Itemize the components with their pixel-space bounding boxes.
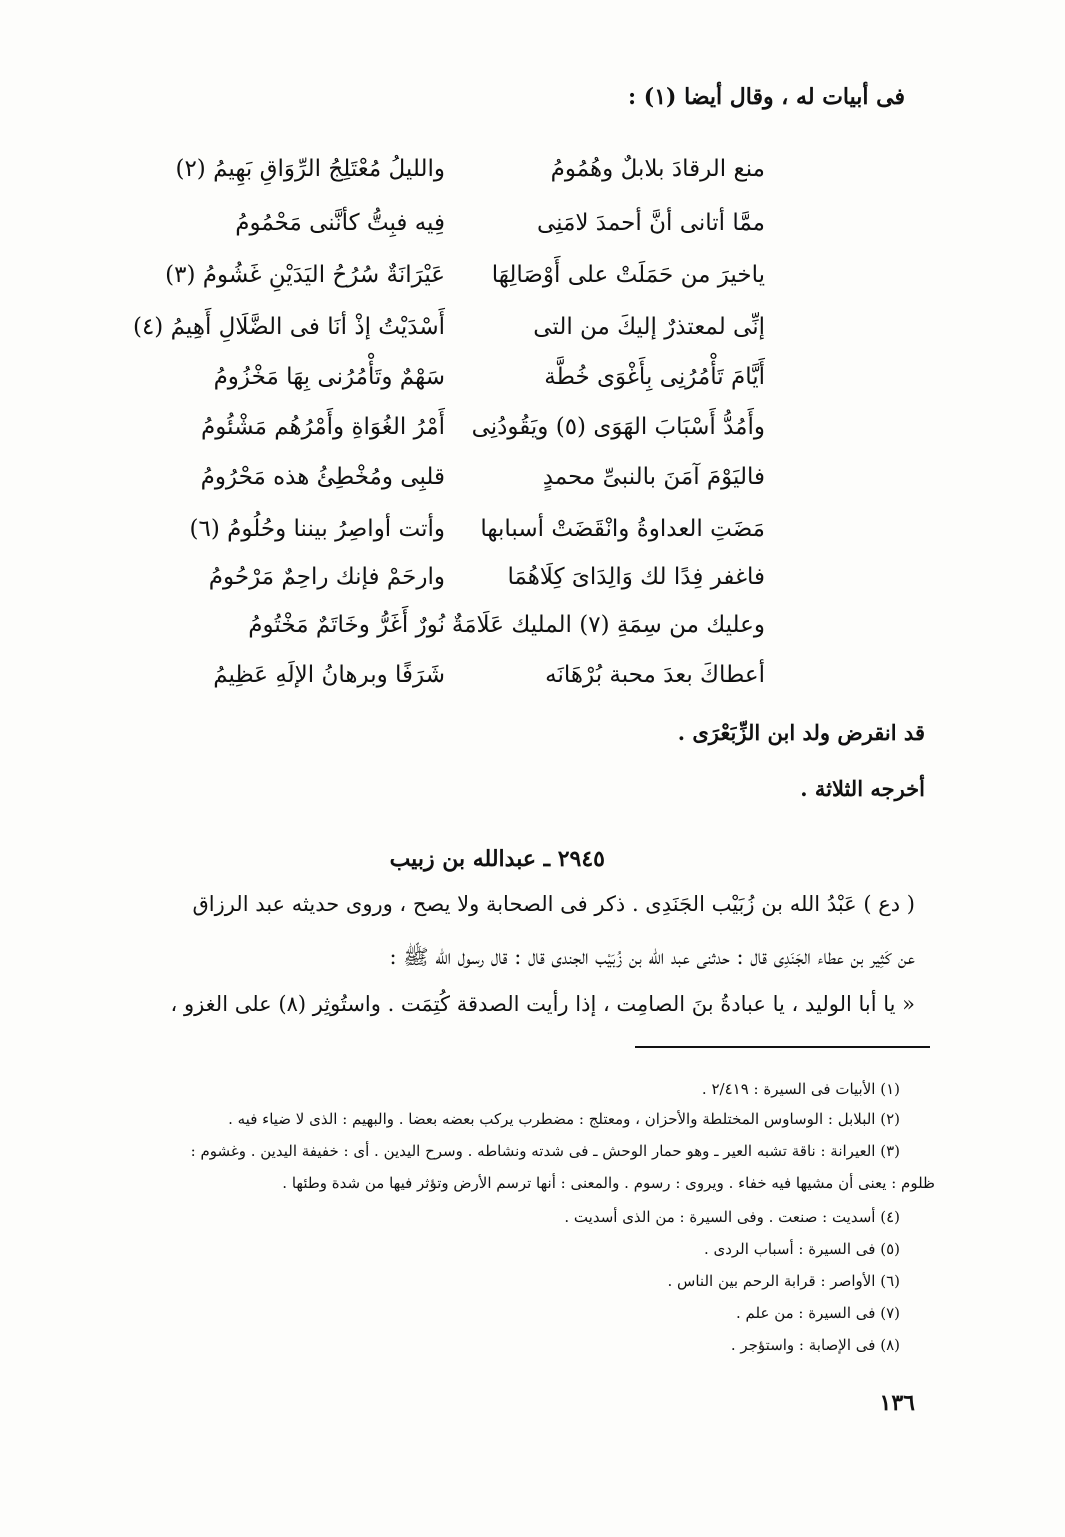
first-hemistich: أَيَّامَ تَأْمُرُنِى بِأَغْوَى خُطَّة xyxy=(544,364,765,390)
first-hemistich: ممَّا أتانى أنَّ أحمدَ لامَنِى xyxy=(536,210,765,236)
note-line: أخرجه الثلاثة . xyxy=(800,776,925,801)
verse-line xyxy=(0,516,1065,556)
footnote-divider xyxy=(635,1046,930,1048)
second-hemistich: وأتت أواصِرُ بيننا وحُلُومُ (٦) xyxy=(189,516,445,542)
second-hemistich: قلبِى ومُخْطِئُ هذه مَحْرُومُ xyxy=(200,464,445,490)
footnote: (٨) فى الإصابة : واستؤجر . xyxy=(730,1336,900,1354)
verse-line xyxy=(0,612,1065,652)
first-hemistich: فاغفر فِدًا لك وَالِدَاىَ كِلَاهُمَا xyxy=(507,564,765,590)
first-hemistich: مَضَتِ العداوةُ وانْقَضَتْ أسبابها xyxy=(480,516,765,542)
verse-line xyxy=(0,156,1065,196)
prose-line: « يا أبا الوليد ، يا عبادةُ بنَ الصامِت ، إذا رأيت الصدقة كُتِمَت . واستُوثِر (٨) على الغزو ، xyxy=(170,992,915,1016)
verse-line xyxy=(0,262,1065,302)
second-hemistich: شَرَفًا وبرهانُ الإلَهِ عَظِيمُ xyxy=(213,662,445,688)
second-hemistich: والليلُ مُعْتَلِجُ الرِّوَاقِ بَهِيمُ (٢) xyxy=(175,156,445,182)
section-title: ٢٩٤٥ ـ عبدالله بن زبيب xyxy=(389,846,605,872)
verse-line xyxy=(0,364,1065,404)
footnote: (٢) البلابل : الوساوس المختلطة والأحزان ، ومعتلج : مضطرب يركب بعضه بعضا . والبهيم : الذى لا ضياء فيه . xyxy=(228,1110,900,1128)
footnote: (١) الأبيات فى السيرة : ٢/٤١٩ . xyxy=(701,1080,900,1098)
second-hemistich: أَمْرُ الغُوَاةِ وأَمْرُهُم مَشْئُومُ xyxy=(201,414,445,440)
verse-line xyxy=(0,464,1065,504)
verse-line xyxy=(0,414,1065,454)
second-hemistich: نُورٌ أَغَرُّ وخَاتَمٌ مَخْتُومُ xyxy=(248,612,445,638)
first-hemistich: منع الرقادَ بلابلٌ وهُمُومُ xyxy=(550,156,765,182)
footnote: (٦) الأواصر : قرابة الرحم بين الناس . xyxy=(667,1272,900,1290)
first-hemistich: وأَمُدُّ أَسْبَابَ الهَوَى (٥) ويَقُودُنِى xyxy=(471,414,765,440)
verse-line xyxy=(0,314,1065,354)
first-hemistich: ياخيرَ من حَمَلَتْ على أَوْصَالِهَا xyxy=(491,262,765,288)
footnote: (٧) فى السيرة : من علم . xyxy=(735,1304,900,1322)
first-hemistich: وعليك من سِمَةِ (٧) المليك عَلَامَةٌ xyxy=(451,612,765,638)
second-hemistich: فِيه فبِتُّ كأنَّنى مَحْمُومُ xyxy=(235,210,445,236)
page-number: ١٣٦ xyxy=(879,1390,915,1416)
footnote: (٥) فى السيرة : أسباب الردى . xyxy=(703,1240,900,1258)
first-hemistich: فاليَوْمَ آمَنَ بالنبىِّ محمدٍ xyxy=(542,464,765,490)
first-hemistich: أعطاكَ بعدَ محبة بُرْهَانَه xyxy=(545,662,765,688)
prose-line: ( دع ) عَبْدُ الله بن زُبَيْب الجَنَدِى . ذكر فى الصحابة ولا يصح ، وروى حديثه عبد الرزاق xyxy=(192,892,915,916)
prose-line: عن كَثِير بن عطاء الجَنَدِى قال : حدثنى عبد الله بن زُبَيْب الجندى قال : قال رسول الله ﷺ : xyxy=(389,945,915,969)
first-hemistich: إنِّى لمعتذرٌ إليكَ من التى xyxy=(533,314,765,340)
footnote: (٣) العيرانة : ناقة تشبه العير ـ وهو حمار الوحش ـ فى شدته ونشاطه . وسرح اليدين . أى : خفيفة اليدين . وغشوم : xyxy=(190,1142,900,1160)
second-hemistich: أَسْدَيْتُ إذْ أنَا فى الضَّلَالِ أَهِيمُ (٤) xyxy=(132,314,445,340)
footnote: ظلوم : يعنى أن مشيها فيه خفاء . ويروى : رسوم . والمعنى : أنها ترسم الأرض وتؤثر فيها من شدة وطئها . xyxy=(282,1174,935,1192)
intro-line: فى أبيات له ، وقال أيضا (١) : xyxy=(628,84,905,110)
verse-line xyxy=(0,662,1065,702)
footnote: (٤) أسديت : صنعت . وفى السيرة : من الذى أسديت . xyxy=(564,1208,900,1226)
note-line: قد انقرض ولد ابن الزِّبَعْرَى . xyxy=(677,720,925,745)
verse-line xyxy=(0,210,1065,250)
second-hemistich: عَيْرَانَةٌ سُرُحُ اليَدَيْنِ غَشُومُ (٣) xyxy=(165,262,445,288)
second-hemistich: وارحَمْ فإنك راحِمٌ مَرْحُومُ xyxy=(208,564,445,590)
verse-line xyxy=(0,564,1065,604)
second-hemistich: سَهْمٌ وتَأْمُرُنى بِهَا مَخْزُومُ xyxy=(213,364,445,390)
